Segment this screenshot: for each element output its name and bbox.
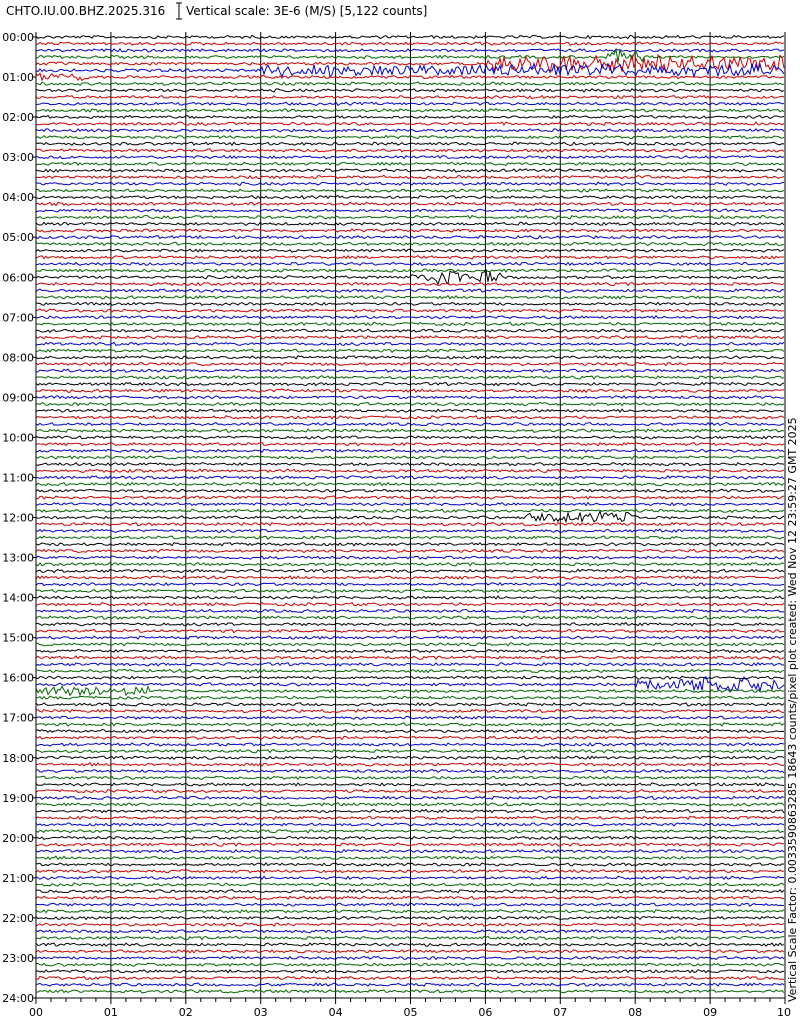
x-tick-label: 05 xyxy=(403,1006,418,1019)
y-tick-label: 14:00 xyxy=(2,591,34,605)
x-tick-label: 03 xyxy=(253,1006,268,1019)
grid-layer xyxy=(36,32,785,998)
vertical-scale-factor-note: Vertical Scale Factor: 0.0033590863285 18643 counts/pixel plot created: Wed Nov 12 23:59:27 GMT 2025 xyxy=(786,417,799,1002)
y-tick-label: 19:00 xyxy=(2,791,34,805)
y-tick-label: 11:00 xyxy=(2,471,34,485)
y-tick-label: 05:00 xyxy=(2,231,34,245)
x-tick-label: 06 xyxy=(478,1006,493,1019)
y-tick-label: 21:00 xyxy=(2,871,34,885)
x-axis-labels xyxy=(29,1006,791,1019)
y-tick-label: 10:00 xyxy=(2,431,34,445)
station-title: CHTO.IU.00.BHZ.2025.316 xyxy=(6,4,166,18)
y-tick-label: 13:00 xyxy=(2,551,34,565)
y-tick-label: 16:00 xyxy=(2,671,34,685)
y-tick-label: 02:00 xyxy=(2,111,34,125)
y-tick-label: 08:00 xyxy=(2,351,34,365)
x-tick-label: 01 xyxy=(103,1006,118,1019)
x-tick-label: 10 xyxy=(777,1006,791,1019)
y-tick-label: 20:00 xyxy=(2,831,34,845)
y-tick-label: 12:00 xyxy=(2,511,34,525)
y-tick-label: 22:00 xyxy=(2,911,34,925)
x-tick-label: 08 xyxy=(628,1006,643,1019)
x-tick-label: 07 xyxy=(553,1006,568,1019)
y-tick-label: 23:00 xyxy=(2,951,34,965)
y-tick-label: 06:00 xyxy=(2,271,34,285)
y-tick-label: 15:00 xyxy=(2,631,34,645)
y-tick-label: 01:00 xyxy=(2,71,34,85)
x-tick-label: 02 xyxy=(178,1006,193,1019)
y-tick-label: 18:00 xyxy=(2,751,34,765)
y-tick-label: 07:00 xyxy=(2,311,34,325)
y-tick-label: 17:00 xyxy=(2,711,34,725)
x-tick-label: 09 xyxy=(703,1006,718,1019)
scale-bar-icon xyxy=(176,3,182,19)
y-tick-label: 00:00 xyxy=(2,31,34,44)
vertical-scale-label: Vertical scale: 3E-6 (M/S) [5,122 counts] xyxy=(186,4,428,18)
y-axis-labels xyxy=(2,31,34,1005)
x-tick-label: 04 xyxy=(328,1006,343,1019)
y-tick-label: 09:00 xyxy=(2,391,34,405)
x-tick-label: 00 xyxy=(29,1006,43,1019)
y-tick-label: 24:00 xyxy=(2,992,34,1005)
y-tick-label: 03:00 xyxy=(2,151,34,165)
y-tick-label: 04:00 xyxy=(2,191,34,205)
